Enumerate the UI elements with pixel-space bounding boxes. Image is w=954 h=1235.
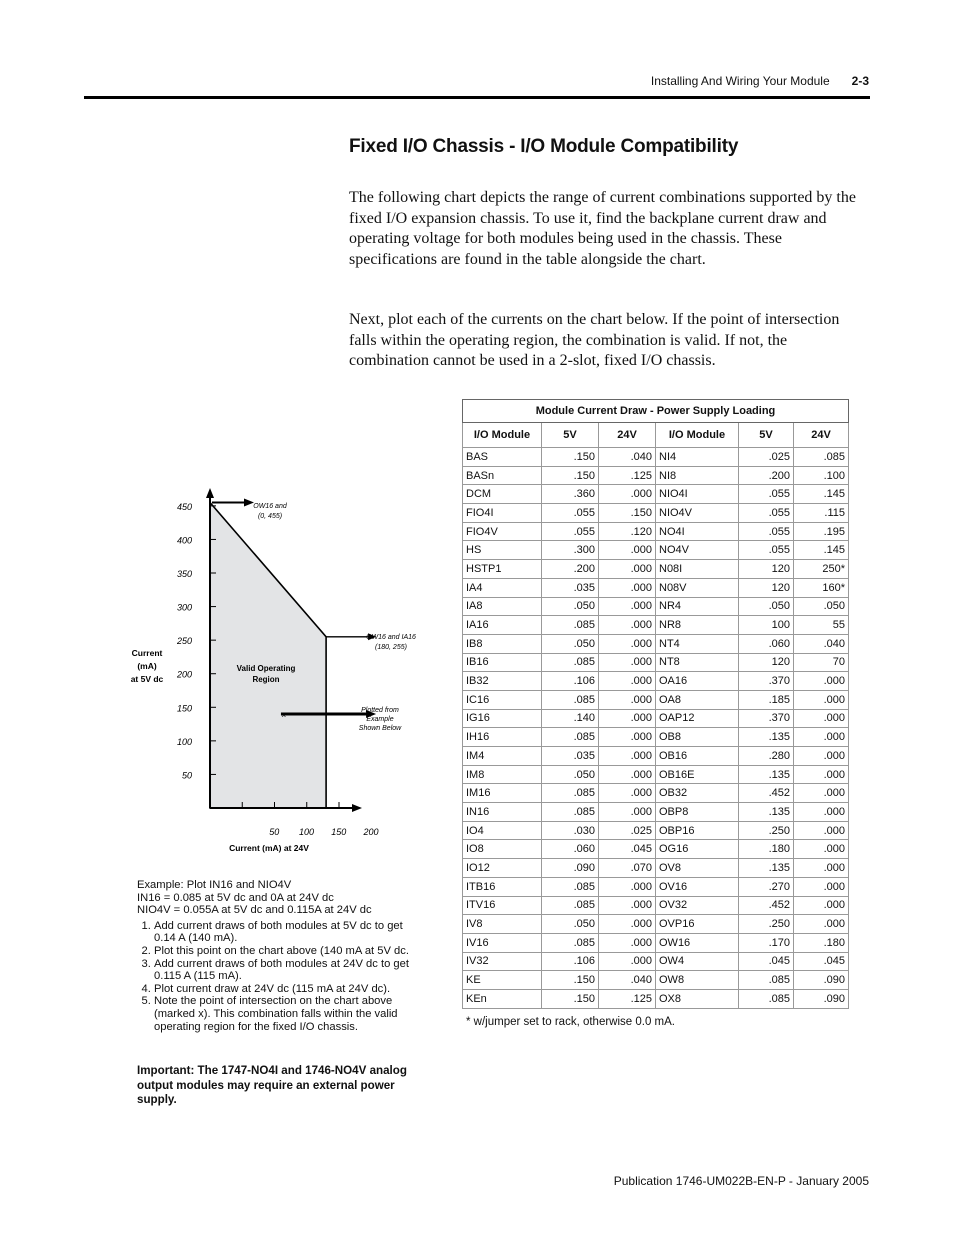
table-row bbox=[463, 840, 849, 859]
module-name-cell: NR4 bbox=[656, 597, 739, 616]
table-row bbox=[463, 784, 849, 803]
annotation-text: OW16 and IA16 bbox=[366, 634, 416, 641]
current-cell: .025 bbox=[739, 448, 794, 467]
current-cell: .060 bbox=[739, 634, 794, 653]
current-cell: .120 bbox=[599, 522, 656, 541]
module-name-cell: FIO4I bbox=[463, 504, 542, 523]
example-step: 2. Plot this point on the chart above (140 mA at 5V dc. bbox=[154, 945, 427, 958]
current-cell: .085 bbox=[542, 877, 599, 896]
y-tick-label: 350 bbox=[176, 569, 192, 580]
module-name-cell: NIO4I bbox=[656, 485, 739, 504]
example-step: 4. Plot current draw at 24V dc (115 mA at 24V dc). bbox=[154, 983, 427, 996]
module-name-cell: IH16 bbox=[463, 728, 542, 747]
header-section: Installing And Wiring Your Module bbox=[650, 74, 830, 88]
current-cell: .070 bbox=[599, 859, 656, 878]
y-tick-label: 400 bbox=[176, 535, 192, 546]
current-cell: .370 bbox=[739, 672, 794, 691]
current-cell: .050 bbox=[542, 765, 599, 784]
table-row bbox=[463, 915, 849, 934]
current-cell: .145 bbox=[794, 541, 849, 560]
example-line: Example: Plot IN16 and NIO4V bbox=[137, 879, 292, 891]
running-header bbox=[651, 74, 869, 88]
x-axis-label: Current (mA) at 24V bbox=[229, 843, 309, 853]
module-name-cell: NIO4V bbox=[656, 504, 739, 523]
module-name-cell: IC16 bbox=[463, 690, 542, 709]
module-name-cell: NI4 bbox=[656, 448, 739, 467]
y-tick-label: 300 bbox=[176, 602, 192, 613]
module-name-cell: IM8 bbox=[463, 765, 542, 784]
current-cell: .200 bbox=[739, 466, 794, 485]
current-cell: .085 bbox=[542, 690, 599, 709]
table-row bbox=[463, 821, 849, 840]
table-row bbox=[463, 709, 849, 728]
module-name-cell: N08I bbox=[656, 560, 739, 579]
current-cell: .000 bbox=[599, 616, 656, 635]
example-steps bbox=[137, 920, 427, 1033]
module-name-cell: IA4 bbox=[463, 578, 542, 597]
current-cell: .150 bbox=[542, 971, 599, 990]
col-header-voltage: 5V bbox=[542, 423, 599, 448]
module-name-cell: OB32 bbox=[656, 784, 739, 803]
current-cell: .000 bbox=[794, 859, 849, 878]
current-cell: .090 bbox=[794, 989, 849, 1008]
current-cell: .125 bbox=[599, 466, 656, 485]
y-axis-label: Current bbox=[131, 648, 163, 658]
region-label: Region bbox=[252, 675, 280, 684]
current-cell: .045 bbox=[739, 952, 794, 971]
module-name-cell: BAS bbox=[463, 448, 542, 467]
current-cell: .085 bbox=[542, 616, 599, 635]
current-cell: .000 bbox=[794, 896, 849, 915]
current-cell: .000 bbox=[794, 747, 849, 766]
current-cell: .180 bbox=[739, 840, 794, 859]
module-name-cell: NT4 bbox=[656, 634, 739, 653]
y-tick-label: 450 bbox=[176, 501, 192, 512]
current-cell: .090 bbox=[542, 859, 599, 878]
table-header-row bbox=[463, 423, 849, 448]
module-name-cell: OW8 bbox=[656, 971, 739, 990]
module-name-cell: IB16 bbox=[463, 653, 542, 672]
module-name-cell: IO8 bbox=[463, 840, 542, 859]
table-row bbox=[463, 616, 849, 635]
current-cell: .055 bbox=[739, 522, 794, 541]
current-cell: .050 bbox=[739, 597, 794, 616]
current-cell: .085 bbox=[739, 989, 794, 1008]
table-footnote: * w/jumper set to rack, otherwise 0.0 mA. bbox=[466, 1016, 675, 1028]
current-cell: .090 bbox=[794, 971, 849, 990]
module-name-cell: OW16 bbox=[656, 933, 739, 952]
current-cell: .055 bbox=[542, 504, 599, 523]
current-cell: .000 bbox=[794, 877, 849, 896]
current-cell: 120 bbox=[739, 560, 794, 579]
current-cell: .000 bbox=[599, 896, 656, 915]
module-name-cell: OA16 bbox=[656, 672, 739, 691]
table-row bbox=[463, 989, 849, 1008]
current-cell: .140 bbox=[542, 709, 599, 728]
current-cell: .085 bbox=[542, 933, 599, 952]
current-cell: .000 bbox=[599, 915, 656, 934]
current-cell: .050 bbox=[794, 597, 849, 616]
annotation-text: Plotted from bbox=[361, 707, 399, 714]
module-name-cell: IG16 bbox=[463, 709, 542, 728]
current-cell: .150 bbox=[542, 448, 599, 467]
current-cell: .045 bbox=[599, 840, 656, 859]
example-step: 1. Add current draws of both modules at 5V dc to get 0.14 A (140 mA). bbox=[154, 920, 427, 945]
current-cell: .000 bbox=[599, 709, 656, 728]
x-tick-label: 50 bbox=[269, 827, 280, 837]
table-row bbox=[463, 466, 849, 485]
table-body bbox=[463, 448, 849, 1009]
module-name-cell: OB16E bbox=[656, 765, 739, 784]
current-cell: .000 bbox=[794, 840, 849, 859]
module-name-cell: NI8 bbox=[656, 466, 739, 485]
module-name-cell: OVP16 bbox=[656, 915, 739, 934]
y-axis-label: at 5V dc bbox=[130, 674, 164, 684]
current-cell: .452 bbox=[739, 896, 794, 915]
annotation-text: Example bbox=[366, 716, 394, 723]
current-cell: .000 bbox=[794, 915, 849, 934]
x-axis-arrow bbox=[352, 804, 362, 812]
current-cell: .000 bbox=[794, 690, 849, 709]
current-cell: .000 bbox=[599, 634, 656, 653]
module-name-cell: IV32 bbox=[463, 952, 542, 971]
current-cell: .000 bbox=[599, 877, 656, 896]
current-cell: .060 bbox=[542, 840, 599, 859]
module-name-cell: IV16 bbox=[463, 933, 542, 952]
current-cell: .185 bbox=[739, 690, 794, 709]
current-cell: .150 bbox=[542, 989, 599, 1008]
module-name-cell: N08V bbox=[656, 578, 739, 597]
annotation-text: (180, 255) bbox=[375, 644, 407, 651]
current-cell: .115 bbox=[794, 504, 849, 523]
current-cell: .030 bbox=[542, 821, 599, 840]
module-current-table bbox=[462, 399, 849, 1009]
module-name-cell: OBP16 bbox=[656, 821, 739, 840]
current-cell: .040 bbox=[599, 971, 656, 990]
current-cell: 100 bbox=[739, 616, 794, 635]
region-label: Valid Operating bbox=[236, 664, 296, 673]
current-cell: .170 bbox=[739, 933, 794, 952]
instruction-paragraph: Next, plot each of the currents on the chart below. If the point of intersection falls within the operating region, the combination is valid. If not, the combination cannot be used in a 2-slot, fixed I/O chassis. bbox=[349, 311, 840, 369]
current-cell: .300 bbox=[542, 541, 599, 560]
current-cell: .000 bbox=[599, 765, 656, 784]
table-row bbox=[463, 578, 849, 597]
table-row bbox=[463, 728, 849, 747]
current-cell: .040 bbox=[794, 634, 849, 653]
y-axis-arrow bbox=[206, 488, 214, 498]
y-tick-label: 250 bbox=[176, 636, 192, 647]
current-cell: .000 bbox=[599, 541, 656, 560]
table-row bbox=[463, 803, 849, 822]
current-cell: .000 bbox=[794, 803, 849, 822]
current-cell: .280 bbox=[739, 747, 794, 766]
current-cell: .000 bbox=[599, 597, 656, 616]
table-row bbox=[463, 747, 849, 766]
current-cell: .035 bbox=[542, 747, 599, 766]
current-cell: .000 bbox=[599, 560, 656, 579]
table-caption: Module Current Draw - Power Supply Loading bbox=[463, 400, 849, 423]
module-name-cell: OAP12 bbox=[656, 709, 739, 728]
table-row bbox=[463, 504, 849, 523]
y-tick-label: 50 bbox=[181, 770, 192, 781]
module-name-cell: OV8 bbox=[656, 859, 739, 878]
current-cell: .000 bbox=[794, 728, 849, 747]
chart-svg bbox=[110, 480, 440, 860]
table-row bbox=[463, 896, 849, 915]
module-name-cell: IO12 bbox=[463, 859, 542, 878]
current-cell: .085 bbox=[739, 971, 794, 990]
x-tick-label: 150 bbox=[331, 827, 347, 837]
intro-paragraph: The following chart depicts the range of current combinations supported by the fixed I/O expansion chassis. To use it, find the backplane current draw and operating voltage for both modules being used in the chassis. These specifications are found in the table alongside the chart. bbox=[349, 189, 856, 268]
table-row bbox=[463, 971, 849, 990]
col-header-voltage: 24V bbox=[794, 423, 849, 448]
module-name-cell: IV8 bbox=[463, 915, 542, 934]
example-line: NIO4V = 0.055A at 5V dc and 0.115A at 24V dc bbox=[137, 904, 372, 917]
current-cell: .055 bbox=[739, 485, 794, 504]
module-name-cell: OV32 bbox=[656, 896, 739, 915]
module-name-cell: NR8 bbox=[656, 616, 739, 635]
current-cell: .000 bbox=[794, 672, 849, 691]
table-row bbox=[463, 653, 849, 672]
table-row bbox=[463, 952, 849, 971]
header-rule bbox=[84, 96, 870, 99]
current-cell: .055 bbox=[542, 522, 599, 541]
current-cell: .135 bbox=[739, 765, 794, 784]
current-cell: .050 bbox=[542, 597, 599, 616]
module-name-cell: DCM bbox=[463, 485, 542, 504]
current-cell: .150 bbox=[542, 466, 599, 485]
current-cell: .055 bbox=[739, 504, 794, 523]
x-tick-label: 100 bbox=[298, 827, 315, 837]
current-cell: .000 bbox=[599, 485, 656, 504]
table-row bbox=[463, 672, 849, 691]
current-cell: .000 bbox=[794, 709, 849, 728]
current-cell: .100 bbox=[794, 466, 849, 485]
current-cell: .000 bbox=[599, 578, 656, 597]
current-cell: .200 bbox=[542, 560, 599, 579]
current-cell: .000 bbox=[599, 784, 656, 803]
current-cell: .106 bbox=[542, 672, 599, 691]
x-tick-label: 200 bbox=[363, 827, 379, 837]
col-header-voltage: 5V bbox=[739, 423, 794, 448]
current-cell: .085 bbox=[542, 784, 599, 803]
current-cell: 120 bbox=[739, 653, 794, 672]
current-cell: .135 bbox=[739, 803, 794, 822]
example-step: 5. Note the point of intersection on the chart above (marked x). This combination falls within the valid operating region for the fixed I/O chassis. bbox=[154, 995, 427, 1033]
current-cell: .135 bbox=[739, 728, 794, 747]
current-cell: .452 bbox=[739, 784, 794, 803]
module-name-cell: NO4I bbox=[656, 522, 739, 541]
current-cell: .145 bbox=[794, 485, 849, 504]
current-cell: .250 bbox=[739, 821, 794, 840]
module-name-cell: OB16 bbox=[656, 747, 739, 766]
current-cell: 250* bbox=[794, 560, 849, 579]
page-number: 2-3 bbox=[851, 74, 869, 88]
module-name-cell: OB8 bbox=[656, 728, 739, 747]
table-row bbox=[463, 448, 849, 467]
annotation-text: OW16 and bbox=[253, 503, 287, 510]
current-cell: .000 bbox=[599, 933, 656, 952]
annotation-text: (0, 455) bbox=[257, 513, 283, 520]
current-cell: .085 bbox=[542, 803, 599, 822]
module-name-cell: KEn bbox=[463, 989, 542, 1008]
current-cell: .035 bbox=[542, 578, 599, 597]
current-cell: .180 bbox=[794, 933, 849, 952]
current-cell: .000 bbox=[599, 672, 656, 691]
current-cell: .360 bbox=[542, 485, 599, 504]
module-name-cell: IN16 bbox=[463, 803, 542, 822]
current-cell: .085 bbox=[794, 448, 849, 467]
current-cell: .000 bbox=[794, 784, 849, 803]
example-block bbox=[137, 879, 427, 1033]
annotation-text: Shown Below bbox=[358, 725, 402, 732]
table-row bbox=[463, 541, 849, 560]
table-row bbox=[463, 485, 849, 504]
example-step: 3. Add current draws of both modules at 24V dc to get 0.115 A (115 mA). bbox=[154, 958, 427, 983]
current-cell: .040 bbox=[599, 448, 656, 467]
module-name-cell: IM4 bbox=[463, 747, 542, 766]
current-cell: .050 bbox=[542, 915, 599, 934]
current-cell: .000 bbox=[599, 728, 656, 747]
current-cell: .055 bbox=[739, 541, 794, 560]
module-name-cell: OBP8 bbox=[656, 803, 739, 822]
current-cell: .000 bbox=[599, 653, 656, 672]
current-cell: .106 bbox=[542, 952, 599, 971]
module-name-cell: OV16 bbox=[656, 877, 739, 896]
y-tick-label: 150 bbox=[176, 703, 192, 714]
current-cell: .000 bbox=[794, 765, 849, 784]
current-cell: .085 bbox=[542, 896, 599, 915]
table-row bbox=[463, 522, 849, 541]
module-name-cell: OG16 bbox=[656, 840, 739, 859]
current-cell: .370 bbox=[739, 709, 794, 728]
current-cell: .000 bbox=[599, 952, 656, 971]
table-row bbox=[463, 690, 849, 709]
table-row bbox=[463, 877, 849, 896]
module-name-cell: HSTP1 bbox=[463, 560, 542, 579]
module-name-cell: OX8 bbox=[656, 989, 739, 1008]
publication-footer: Publication 1746-UM022B-EN-P - January 2005 bbox=[613, 1174, 869, 1188]
current-cell: .000 bbox=[794, 821, 849, 840]
current-cell: 120 bbox=[739, 578, 794, 597]
current-cell: .000 bbox=[599, 803, 656, 822]
module-name-cell: OW4 bbox=[656, 952, 739, 971]
current-cell: 55 bbox=[794, 616, 849, 635]
example-line: IN16 = 0.085 at 5V dc and 0A at 24V dc bbox=[137, 891, 334, 904]
module-name-cell: HS bbox=[463, 541, 542, 560]
current-cell: .085 bbox=[542, 653, 599, 672]
valid-region bbox=[210, 503, 326, 808]
y-tick-label: 100 bbox=[176, 736, 192, 747]
col-header-voltage: 24V bbox=[599, 423, 656, 448]
table-row bbox=[463, 933, 849, 952]
current-cell: .135 bbox=[739, 859, 794, 878]
current-cell: 70 bbox=[794, 653, 849, 672]
module-name-cell: IO4 bbox=[463, 821, 542, 840]
table-row bbox=[463, 560, 849, 579]
col-header-module: I/O Module bbox=[656, 423, 739, 448]
module-name-cell: IA16 bbox=[463, 616, 542, 635]
current-cell: .195 bbox=[794, 522, 849, 541]
module-name-cell: KE bbox=[463, 971, 542, 990]
current-cell: .000 bbox=[599, 690, 656, 709]
current-cell: .000 bbox=[599, 747, 656, 766]
table-row bbox=[463, 597, 849, 616]
table-row bbox=[463, 765, 849, 784]
module-name-cell: ITV16 bbox=[463, 896, 542, 915]
example-point-marker: x bbox=[282, 710, 287, 720]
current-cell: .270 bbox=[739, 877, 794, 896]
module-name-cell: OA8 bbox=[656, 690, 739, 709]
current-cell: .125 bbox=[599, 989, 656, 1008]
module-name-cell: IA8 bbox=[463, 597, 542, 616]
table-row bbox=[463, 634, 849, 653]
module-name-cell: IB8 bbox=[463, 634, 542, 653]
y-axis-label: (mA) bbox=[137, 661, 157, 671]
module-name-cell: IB32 bbox=[463, 672, 542, 691]
module-name-cell: NO4V bbox=[656, 541, 739, 560]
module-name-cell: FIO4V bbox=[463, 522, 542, 541]
section-title: Fixed I/O Chassis - I/O Module Compatibility bbox=[349, 136, 739, 157]
current-cell: .025 bbox=[599, 821, 656, 840]
table-row bbox=[463, 859, 849, 878]
col-header-module: I/O Module bbox=[463, 423, 542, 448]
module-name-cell: IM16 bbox=[463, 784, 542, 803]
y-tick-label: 200 bbox=[176, 669, 192, 680]
current-cell: 160* bbox=[794, 578, 849, 597]
current-cell: .045 bbox=[794, 952, 849, 971]
module-name-cell: ITB16 bbox=[463, 877, 542, 896]
module-name-cell: NT8 bbox=[656, 653, 739, 672]
current-cell: .250 bbox=[739, 915, 794, 934]
current-cell: .050 bbox=[542, 634, 599, 653]
compatibility-chart bbox=[110, 480, 440, 860]
current-cell: .085 bbox=[542, 728, 599, 747]
important-note: Important: The 1747-NO4I and 1746-NO4V analog output modules may require an external power supply. bbox=[137, 1064, 407, 1106]
current-cell: .150 bbox=[599, 504, 656, 523]
module-name-cell: BASn bbox=[463, 466, 542, 485]
